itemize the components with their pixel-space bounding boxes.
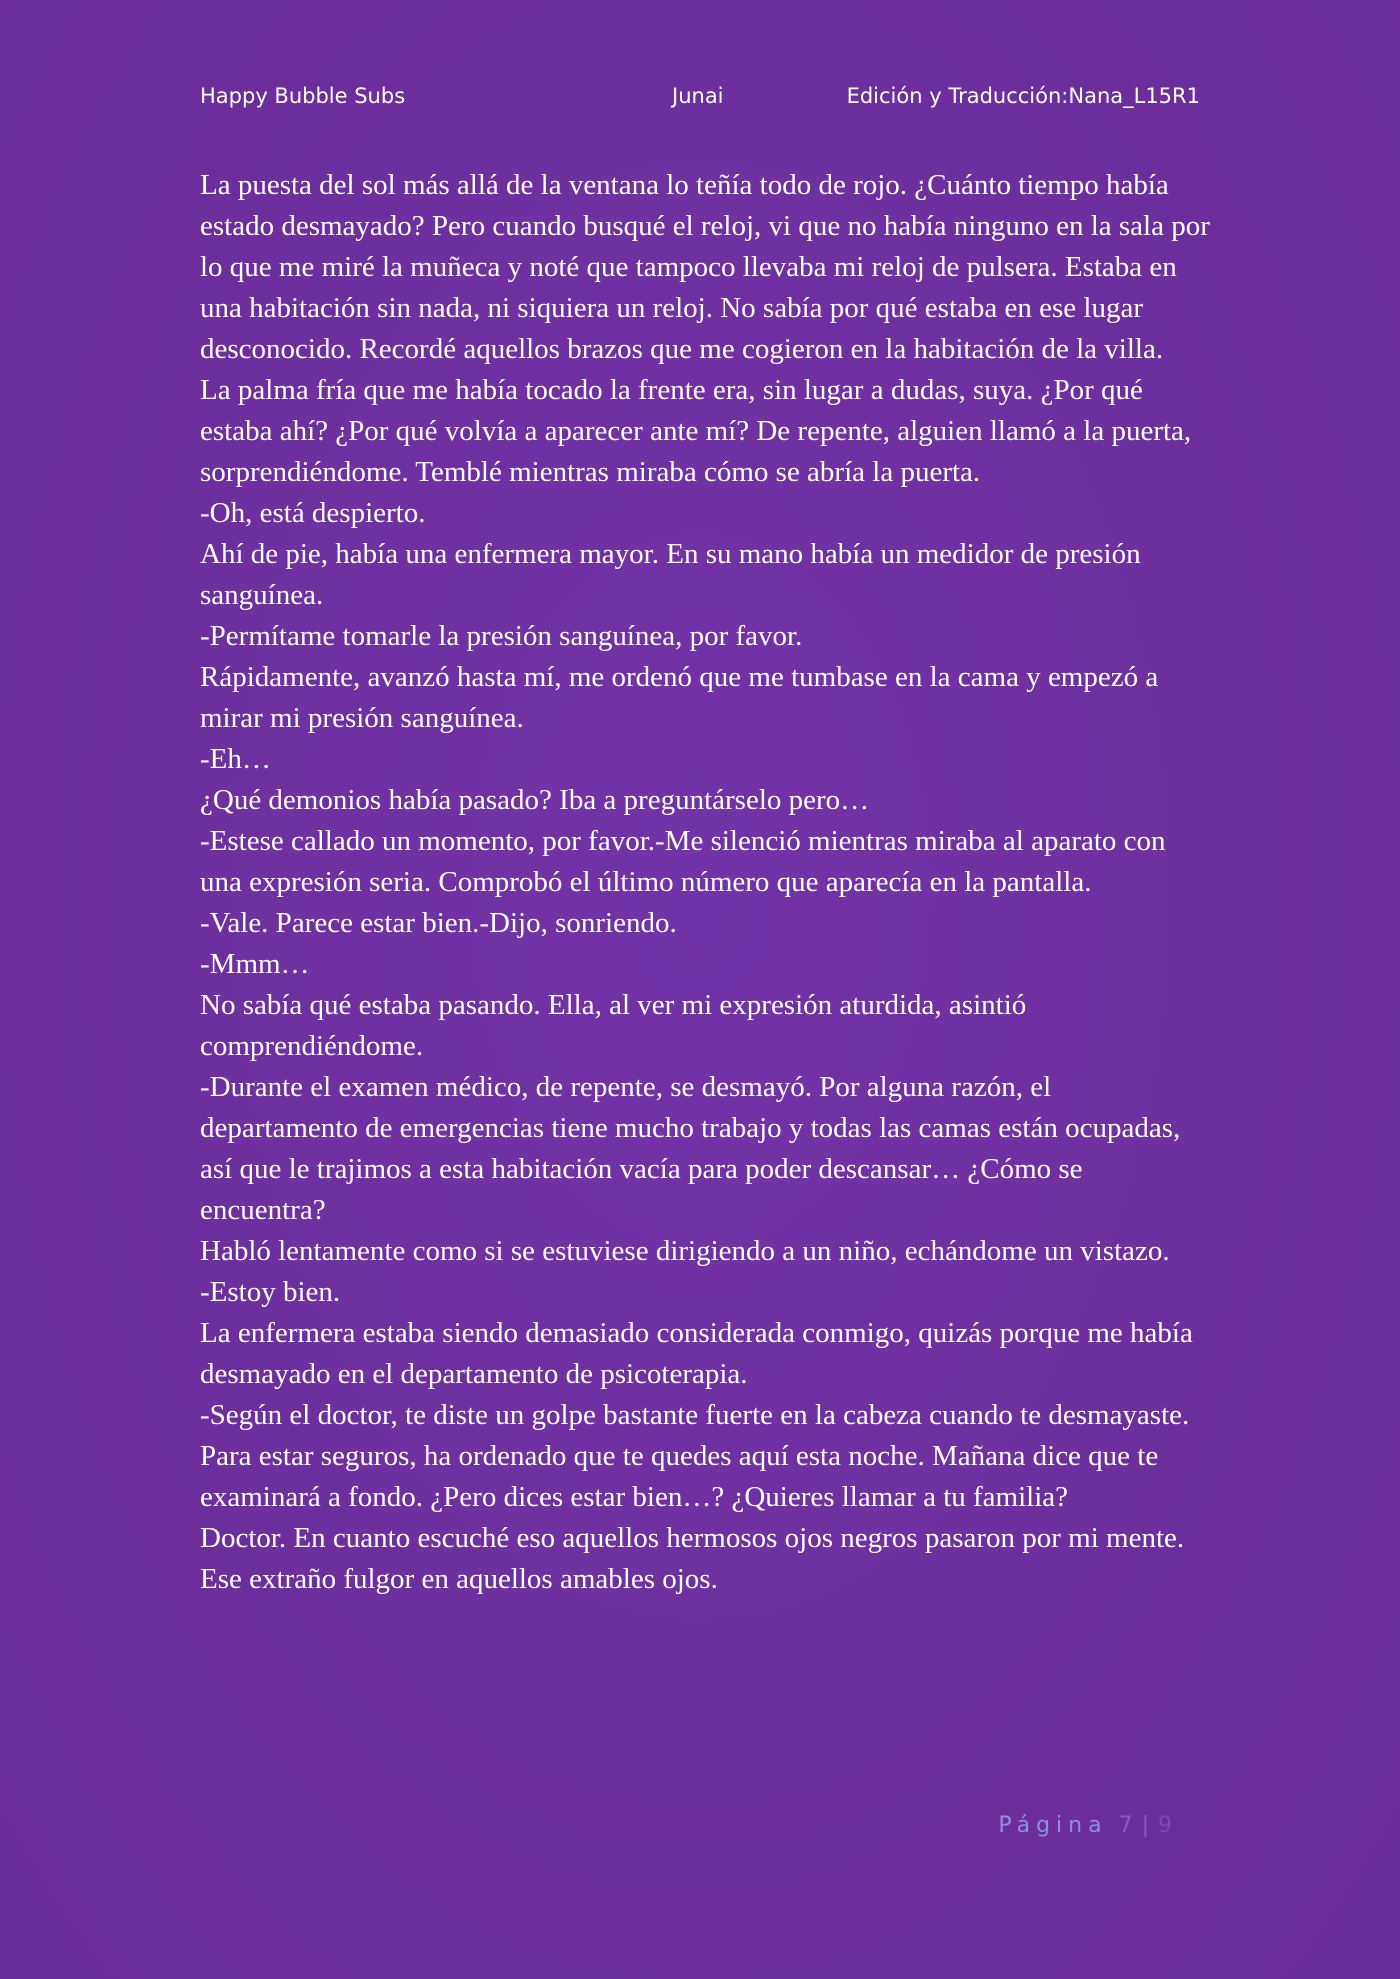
page-label: Página <box>998 1813 1108 1838</box>
page-separator: | <box>1141 1813 1149 1838</box>
paragraph: -Según el doctor, te diste un golpe bastante fuerte en la cabeza cuando te desmayaste. Para estar seguros, ha ordenado que te quedes aquí esta noche. Mañana dice que te examinará a fondo. ¿Pero dices estar bien…? ¿Quieres llamar a tu familia? <box>200 1399 1190 1513</box>
paragraph: -Eh… <box>200 743 271 775</box>
page-header <box>200 84 1200 114</box>
paragraph: ¿Qué demonios había pasado? Iba a preguntárselo pero… <box>200 784 870 816</box>
paragraph: La enfermera estaba siendo demasiado considerada conmigo, quizás porque me había desmayado en el departamento de psicoterapia. <box>200 1317 1193 1390</box>
paragraph: -Oh, está despierto. <box>200 497 426 529</box>
paragraph: Doctor. En cuanto escuché eso aquellos hermosos ojos negros pasaron por mi mente. Ese extraño fulgor en aquellos amables ojos. <box>200 1522 1185 1595</box>
paragraph: La puesta del sol más allá de la ventana lo teñía todo de rojo. ¿Cuánto tiempo había estado desmayado? Pero cuando busqué el reloj, vi que no había ninguno en la sala por lo que me miré la muñeca y noté que tampoco llevaba mi reloj de pulsera. Estaba en una habitación sin nada, ni siquiera un reloj. No sabía por qué estaba en ese lugar desconocido. Recordé aquellos brazos que me cogieron en la habitación de la villa. <box>200 169 1210 365</box>
page-footer <box>998 1813 1172 1838</box>
paragraph: Habló lentamente como si se estuviese dirigiendo a un niño, echándome un vistazo. <box>200 1235 1170 1267</box>
header-title: Junai <box>672 84 724 108</box>
page-number: 7 <box>1118 1813 1133 1838</box>
header-credits: Edición y Traducción:Nana_L15R1 <box>846 84 1200 108</box>
paragraph: No sabía qué estaba pasando. Ella, al ver mi expresión aturdida, asintió comprendiéndome. <box>200 989 1027 1062</box>
page-total: 9 <box>1158 1813 1172 1838</box>
paragraph: -Durante el examen médico, de repente, se desmayó. Por alguna razón, el departamento de emergencias tiene mucho trabajo y todas las camas están ocupadas, así que le trajimos a esta habitación vacía para poder descansar… ¿Cómo se encuentra? <box>200 1071 1181 1226</box>
paragraph: -Permítame tomarle la presión sanguínea, por favor. <box>200 620 803 652</box>
body-text <box>200 165 1210 1600</box>
paragraph: La palma fría que me había tocado la frente era, sin lugar a dudas, suya. ¿Por qué estaba ahí? ¿Por qué volvía a aparecer ante mí? De repente, alguien llamó a la puerta, sorprendiéndome. Temblé mientras miraba cómo se abría la puerta. <box>200 374 1192 488</box>
paragraph: Rápidamente, avanzó hasta mí, me ordenó que me tumbase en la cama y empezó a mirar mi presión sanguínea. <box>200 661 1159 734</box>
paragraph: -Vale. Parece estar bien.-Dijo, sonriendo. <box>200 907 677 939</box>
paragraph: -Estoy bien. <box>200 1276 341 1308</box>
paragraph: -Mmm… <box>200 948 310 980</box>
header-group-name: Happy Bubble Subs <box>200 84 406 108</box>
paragraph: -Estese callado un momento, por favor.-Me silenció mientras miraba al aparato con una expresión seria. Comprobó el último número que aparecía en la pantalla. <box>200 825 1166 898</box>
paragraph: Ahí de pie, había una enfermera mayor. En su mano había un medidor de presión sanguínea. <box>200 538 1141 611</box>
